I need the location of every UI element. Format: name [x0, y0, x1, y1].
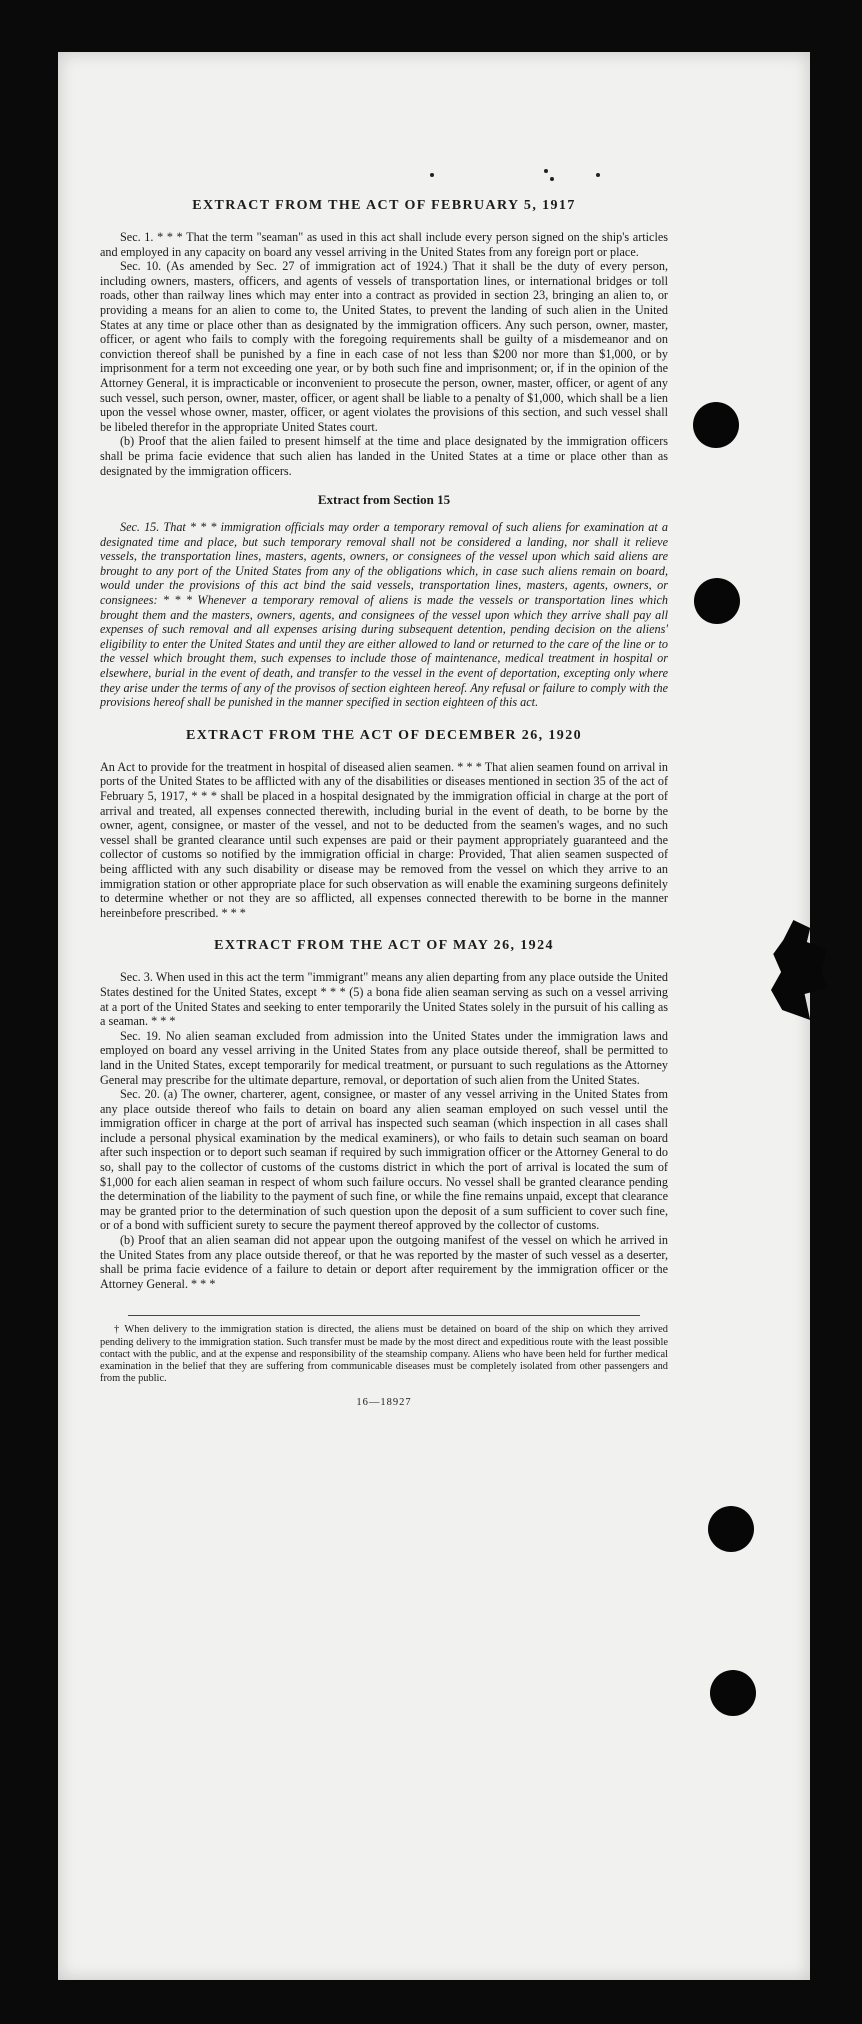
section-title-1924: EXTRACT FROM THE ACT OF MAY 26, 1924	[214, 938, 554, 954]
paragraph-sec1: Sec. 1. * * * That the term "seaman" as used in this act shall include every person signed on the ship's articles and employed in any capacity on board any vessel arriving in the United States from any foreign port or place.	[100, 230, 668, 259]
paragraph-sec3: Sec. 3. When used in this act the term "immigrant" means any alien departing from any place outside the United States destined for the United States, except * * * (5) a bona fide alien seaman serving as such on a vessel arriving at a port of the United States and seeking to enter temporarily the United States solely in the pursuit of his calling as a seaman. * * *	[100, 970, 668, 1029]
paragraph-sec15: Sec. 15. That * * * immigration officials may order a temporary removal of such aliens for examination at a designated time and place, but such temporary removal shall not be considered a landing, nor shall it relieve vessels, the transportation lines, masters, agents, owners, or consignees of the vessel upon which said aliens are brought to any port of the United States from any of the obligations which, in case such aliens remain on board, would under the provisions of this act bind the said vessels, transportation lines, masters, agents, owners, or consignees: * * * Whenever a temporary removal of aliens is made the vessels or transportation lines which brought them and the masters, owners, agents, and consignees of the vessel upon which they arrive shall pay all expenses of such removal and all expenses arising during subsequent detention, pending decision on the aliens' eligibility to enter the United States and until they are either allowed to land or returned to the care of the line or to the vessel which brought them, such expenses to include those of maintenance, medical treatment in hospital or elsewhere, burial in the event of death, and transfer to the vessel in the event of deportation, excepting only where they arise under the terms of any of the provisos of section eighteen hereof. Any refusal or failure to comply with the provisions hereof shall be punished in the manner specified in section eighteen of this act.	[100, 520, 668, 710]
paragraph-sec20: Sec. 20. (a) The owner, charterer, agent, consignee, or master of any vessel arriving in the United States from any place outside thereof who fails to detain on board any alien seaman employed on such vessel until the immigration officer in charge at the port of arrival has inspected such seaman (which inspection in all cases shall include a personal physical examination by the medical examiners), or who fails to detain such seaman on board after such inspection or to deport such seaman if required by such immigration officer or the Attorney General to do so, shall pay to the collector of customs of the customs district in which the port of arrival is located the sum of $1,000 for each alien seaman in respect of whom such failure occurs. No vessel shall be granted clearance pending the determination of the liability to the payment of such fine, or while the fine remains unpaid, except that clearance may be granted prior to the determination of such question upon the deposit of a sum sufficient to cover such fine, or of a bond with sufficient surety to secure the payment thereof approved by the collector of customs.	[100, 1087, 668, 1233]
paragraph-sec19: Sec. 19. No alien seaman excluded from admission into the United States under the immigration laws and employed on board any vessel arriving in the United States from any place outside thereof, shall be permitted to land in the United States, except temporarily for medical treatment, or pursuant to such regulations as the Attorney General may prescribe for the ultimate departure, removal, or deportation of such alien from the United States.	[100, 1028, 668, 1087]
punch-hole	[693, 402, 739, 448]
dot-mark	[550, 177, 554, 181]
punch-hole	[710, 1670, 756, 1716]
document-number: 16—18927	[356, 1397, 412, 1409]
punch-hole	[694, 578, 740, 624]
section-title-1920: EXTRACT FROM THE ACT OF DECEMBER 26, 1920	[185, 727, 583, 743]
paragraph-sec20-b: (b) Proof that an alien seaman did not appear upon the outgoing manifest of the vessel on which he arrived in the United States from any place outside thereof, or that he was reported by the master of such vessel as a deserter, shall be prima facie evidence of a failure to detain or deport after requirement by the immigration officer or the Attorney General. * * *	[100, 1233, 668, 1291]
dot-mark	[596, 173, 600, 177]
decorative-dots	[418, 167, 618, 187]
footnote-text: † When delivery to the immigration station is directed, the aliens must be detained on board of the ship on which they arrived pending delivery to the immigration station. Such transfer must be made by the most direct and expeditious route with the least possible contact with the public, and at the expense and responsibility of the steamship company. Aliens who have been held for further medical examination in the belief that they are suffering from communicable diseases must be completely isolated from other passengers and from the public.	[100, 1324, 668, 1385]
dot-mark	[430, 173, 434, 177]
footnote	[100, 1324, 668, 1385]
paragraph-1920: An Act to provide for the treatment in hospital of diseased alien seamen. * * * That alien seamen found on arrival in ports of the United States to be afflicted with any of the disabilities or diseases mentioned in section 35 of the act of February 5, 1917, * * * shall be placed in a hospital designated by the immigration official in charge at the port of arrival and treated, all expenses connected therewith, including burial in the event of death, to be borne by the owner, agent, consignee, or master of the vessel, and not to be deducted from the seamen's wages, and no such vessel shall be granted clearance until such expenses are paid or their payment appropriately guaranteed and the collector of customs so notified by the immigration official in charge: Provided, That alien seamen suspected of being afflicted with any such disability or disease may be removed from the vessel on which they arrive to an immigration station or other appropriate place for such observation as will enable the examining surgeons definitely to determine whether or not they are so afflicted, all expenses connected therewith to be borne in the manner hereinbefore prescribed. * * *	[100, 759, 668, 920]
document-body	[100, 198, 668, 1408]
paragraph-sec10-b: (b) Proof that the alien failed to present himself at the time and place designated by the immigration officers shall be prima facie evidence that such alien has landed in the United States at a time or place other than as designated by the immigration officers.	[100, 434, 668, 478]
punch-hole	[708, 1506, 754, 1552]
section-title-sec15: Extract from Section 15	[317, 492, 451, 508]
paragraph-sec10: Sec. 10. (As amended by Sec. 27 of immigration act of 1924.) That it shall be the duty of every person, including owners, masters, officers, and agents of vessels of transportation lines, or international bridges or toll roads, other than railway lines which may enter into a contract as provided in section 23, bringing an alien to, or providing a means for an alien to come to, the United States, to prevent the landing of such alien in the United States at any time or place other than as designated by the immigration officers. Any such person, owner, master, officer, or agent who fails to comply with the foregoing requirements shall be guilty of a misdemeanor and on conviction thereof shall be punished by a fine in each case of not less than $200 nor more than $1,000, or by imprisonment for a term not exceeding one year, or by both such fine and imprisonment; or, if in the opinion of the Attorney General, it is impracticable or inconvenient to prosecute the person, owner, master, officer, or agent of any such vessel, such person, owner, master, officer, or agent shall be liable to a penalty of $1,000, which shall be a lien upon the vessel whose owner, master, officer, or agent violates the provisions of this section, and such vessel shall be libeled therefor in the appropriate United States court.	[100, 259, 668, 434]
dot-mark	[544, 169, 548, 173]
footnote-divider	[128, 1315, 639, 1316]
section-title-1917: EXTRACT FROM THE ACT OF FEBRUARY 5, 1917	[192, 198, 576, 213]
